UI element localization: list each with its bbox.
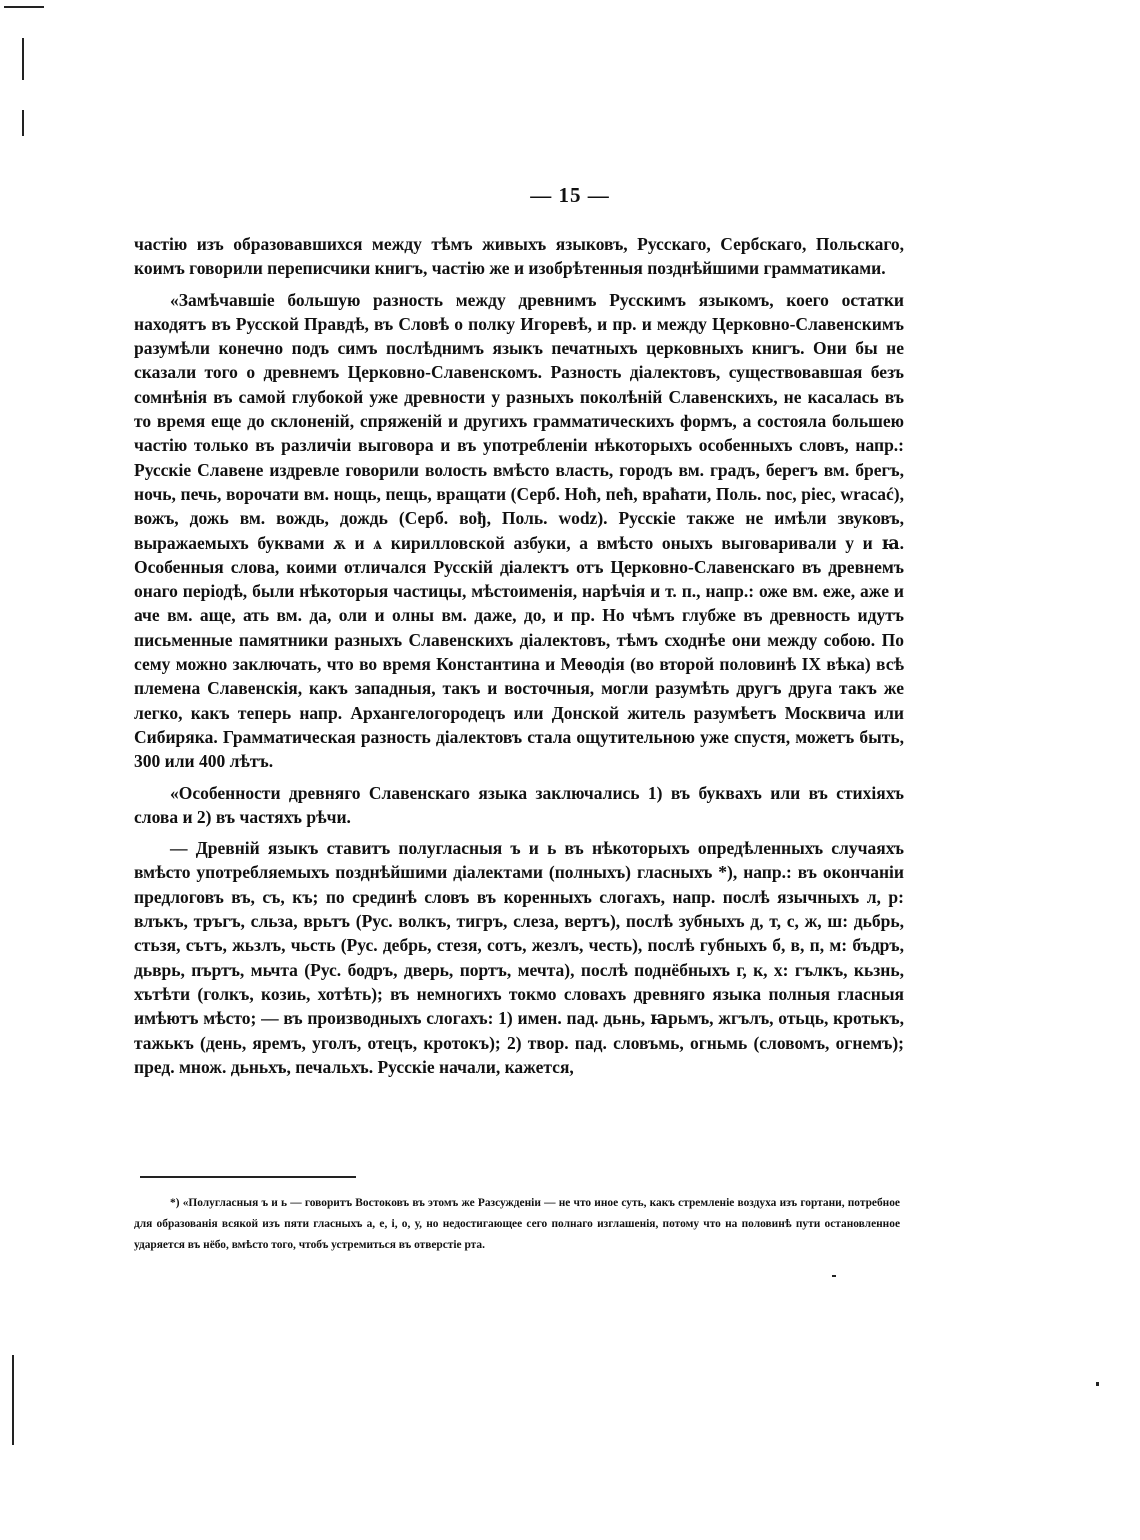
scan-mark-top-left	[4, 6, 44, 8]
paragraph-4: — Древній языкъ ставитъ полугласныя ъ и ь въ нѣкоторыхъ опредѣленныхъ случаяхъ вмѣсто употребляемыхъ позднѣйшими діалектами (полныхъ) гласныхъ *), напр.: въ окончаніи предлоговъ въ, съ, къ; по срединѣ словъ въ коренныхъ слогахъ, напр. послѣ язычныхъ л, р: влъкъ, тръгъ, сльза, врьтъ (Рус. волкъ, тигръ, слеза, вертъ), послѣ зубныхъ д, т, с, ж, ш: дьбрь, стьзя, сътъ, жьзлъ, чьсть (Рус. дебрь, стезя, сотъ, жезлъ, честь), послѣ губныхъ б, в, п, м: бъдръ, дьврь, пъртъ, мьчта (Рус. бодръ, дверь, портъ, мечта), послѣ поднёбныхъ г, к, х: гълкъ, кьзнь, хътѣти (голкъ, козиь, хотѣть); въ немногихъ токмо словахъ древняго языка полныя гласныя имѣютъ мѣсто; — въ производныхъ слогахъ: 1) имен. пад. дьнь, ꙗрьмъ, жгълъ, отьць, кротькъ, тажькъ (день, яремъ, уголъ, отецъ, кротокъ); 2) твор. пад. словъмь, огньмь (словомъ, огнемъ); пред. множ. дьньхъ, печальхъ. Русскіе начали, кажется,	[134, 838, 904, 1077]
scan-mark-right-1	[1096, 1382, 1099, 1386]
main-text	[134, 232, 904, 1086]
paragraph-2: «Замѣчавшіе большую разность между древнимъ Русскимъ языкомъ, коего остатки находятъ въ Русской Правдѣ, въ Словѣ о полку Игоревѣ, и пр. и между Церковно-Славенскимъ разумѣли конечно подъ симъ послѣднимъ языкъ печатныхъ церковныхъ книгъ. Они бы не сказали того о древнемъ Церковно-Славенскомъ. Разность діалектовъ, существовавшая безъ сомнѣнія въ самой глубокой уже древности у разныхъ поколѣній Славенскихъ, не касалась въ то время еще до склоненій, спряженій и другихъ грамматическихъ формъ, а состояла большею частію только въ различіи выговора и въ употребленіи нѣкоторыхъ особенныхъ словъ, напр.: Русскіе Славене издревле говорили волость вмѣсто власть, городъ вм. градъ, берегъ вм. брегъ, ночь, печь, ворочати вм. нощь, пещь, вращати (Серб. Ноћ, пећ, враћати, Поль. noc, piec, wracać), вожъ, дожь вм. вождь, дождь (Серб. вођ, Поль. wodz). Русскіе также не имѣли звуковъ, выражаемыхъ буквами ѫ и ѧ кирилловской азбуки, а вмѣсто оныхъ выговаривали у и ꙗ. Особенныя слова, коими отличался Русскій діалектъ отъ Церковно-Славенскаго въ древнемъ онаго періодѣ, были нѣкоторыя частицы, мѣстоименія, нарѣчія и т. п., напр.: оже вм. еже, аже и аче вм. аще, ать вм. да, оли и олны вм. даже, до, и пр. Но чѣмъ глубже въ древность идутъ письменные памятники разныхъ Славенскихъ діалектовъ, тѣмъ сходнѣе они между собою. По сему можно заключать, что во время Константина и Меѳодія (во второй половинѣ IX вѣка) всѣ племена Славенскія, какъ западныя, такъ и восточныя, могли разумѣть другъ друга такъ же легко, какъ теперь напр. Архангелогородецъ или Донской житель разумѣетъ Москвича или Сибиряка. Грамматическая разность діалектовъ стала ощутительною уже спустя, можетъ быть, 300 или 400 лѣтъ.	[134, 289, 904, 772]
footnote-divider	[140, 1176, 356, 1178]
scan-mark-left-3	[12, 1355, 14, 1445]
paragraph-3: «Особенности древняго Славенскаго языка заключались 1) въ буквахъ или въ стихіяхъ слова и 2) въ частяхъ рѣчи.	[134, 782, 904, 827]
scan-mark-right-2	[832, 1275, 836, 1277]
scan-mark-left-1	[22, 38, 24, 80]
paragraph-1: частію изъ образовавшихся между тѣмъ живыхъ языковъ, Русскаго, Сербскаго, Польскаго, коимъ говорили переписчики книгъ, частію же и изобрѣтенныя позднѣйшими грамматиками.	[134, 234, 904, 279]
scan-mark-left-2	[22, 110, 24, 136]
footnote: *) «Полугласныя ъ и ь — говоритъ Востоковъ въ этомъ же Разсужденіи — не что иное суть, какъ стремленіе воздуха изъ гортани, потребное для образованія всякой изъ пяти гласныхъ а, е, і, о, у, но недостигающее сего полнаго изглашенія, потому что на половинѣ пути остановленное ударяется въ нёбо, вмѣсто того, чтобъ устремиться въ отверстіе рта.	[134, 1197, 900, 1251]
page-number: — 15 —	[530, 183, 610, 207]
